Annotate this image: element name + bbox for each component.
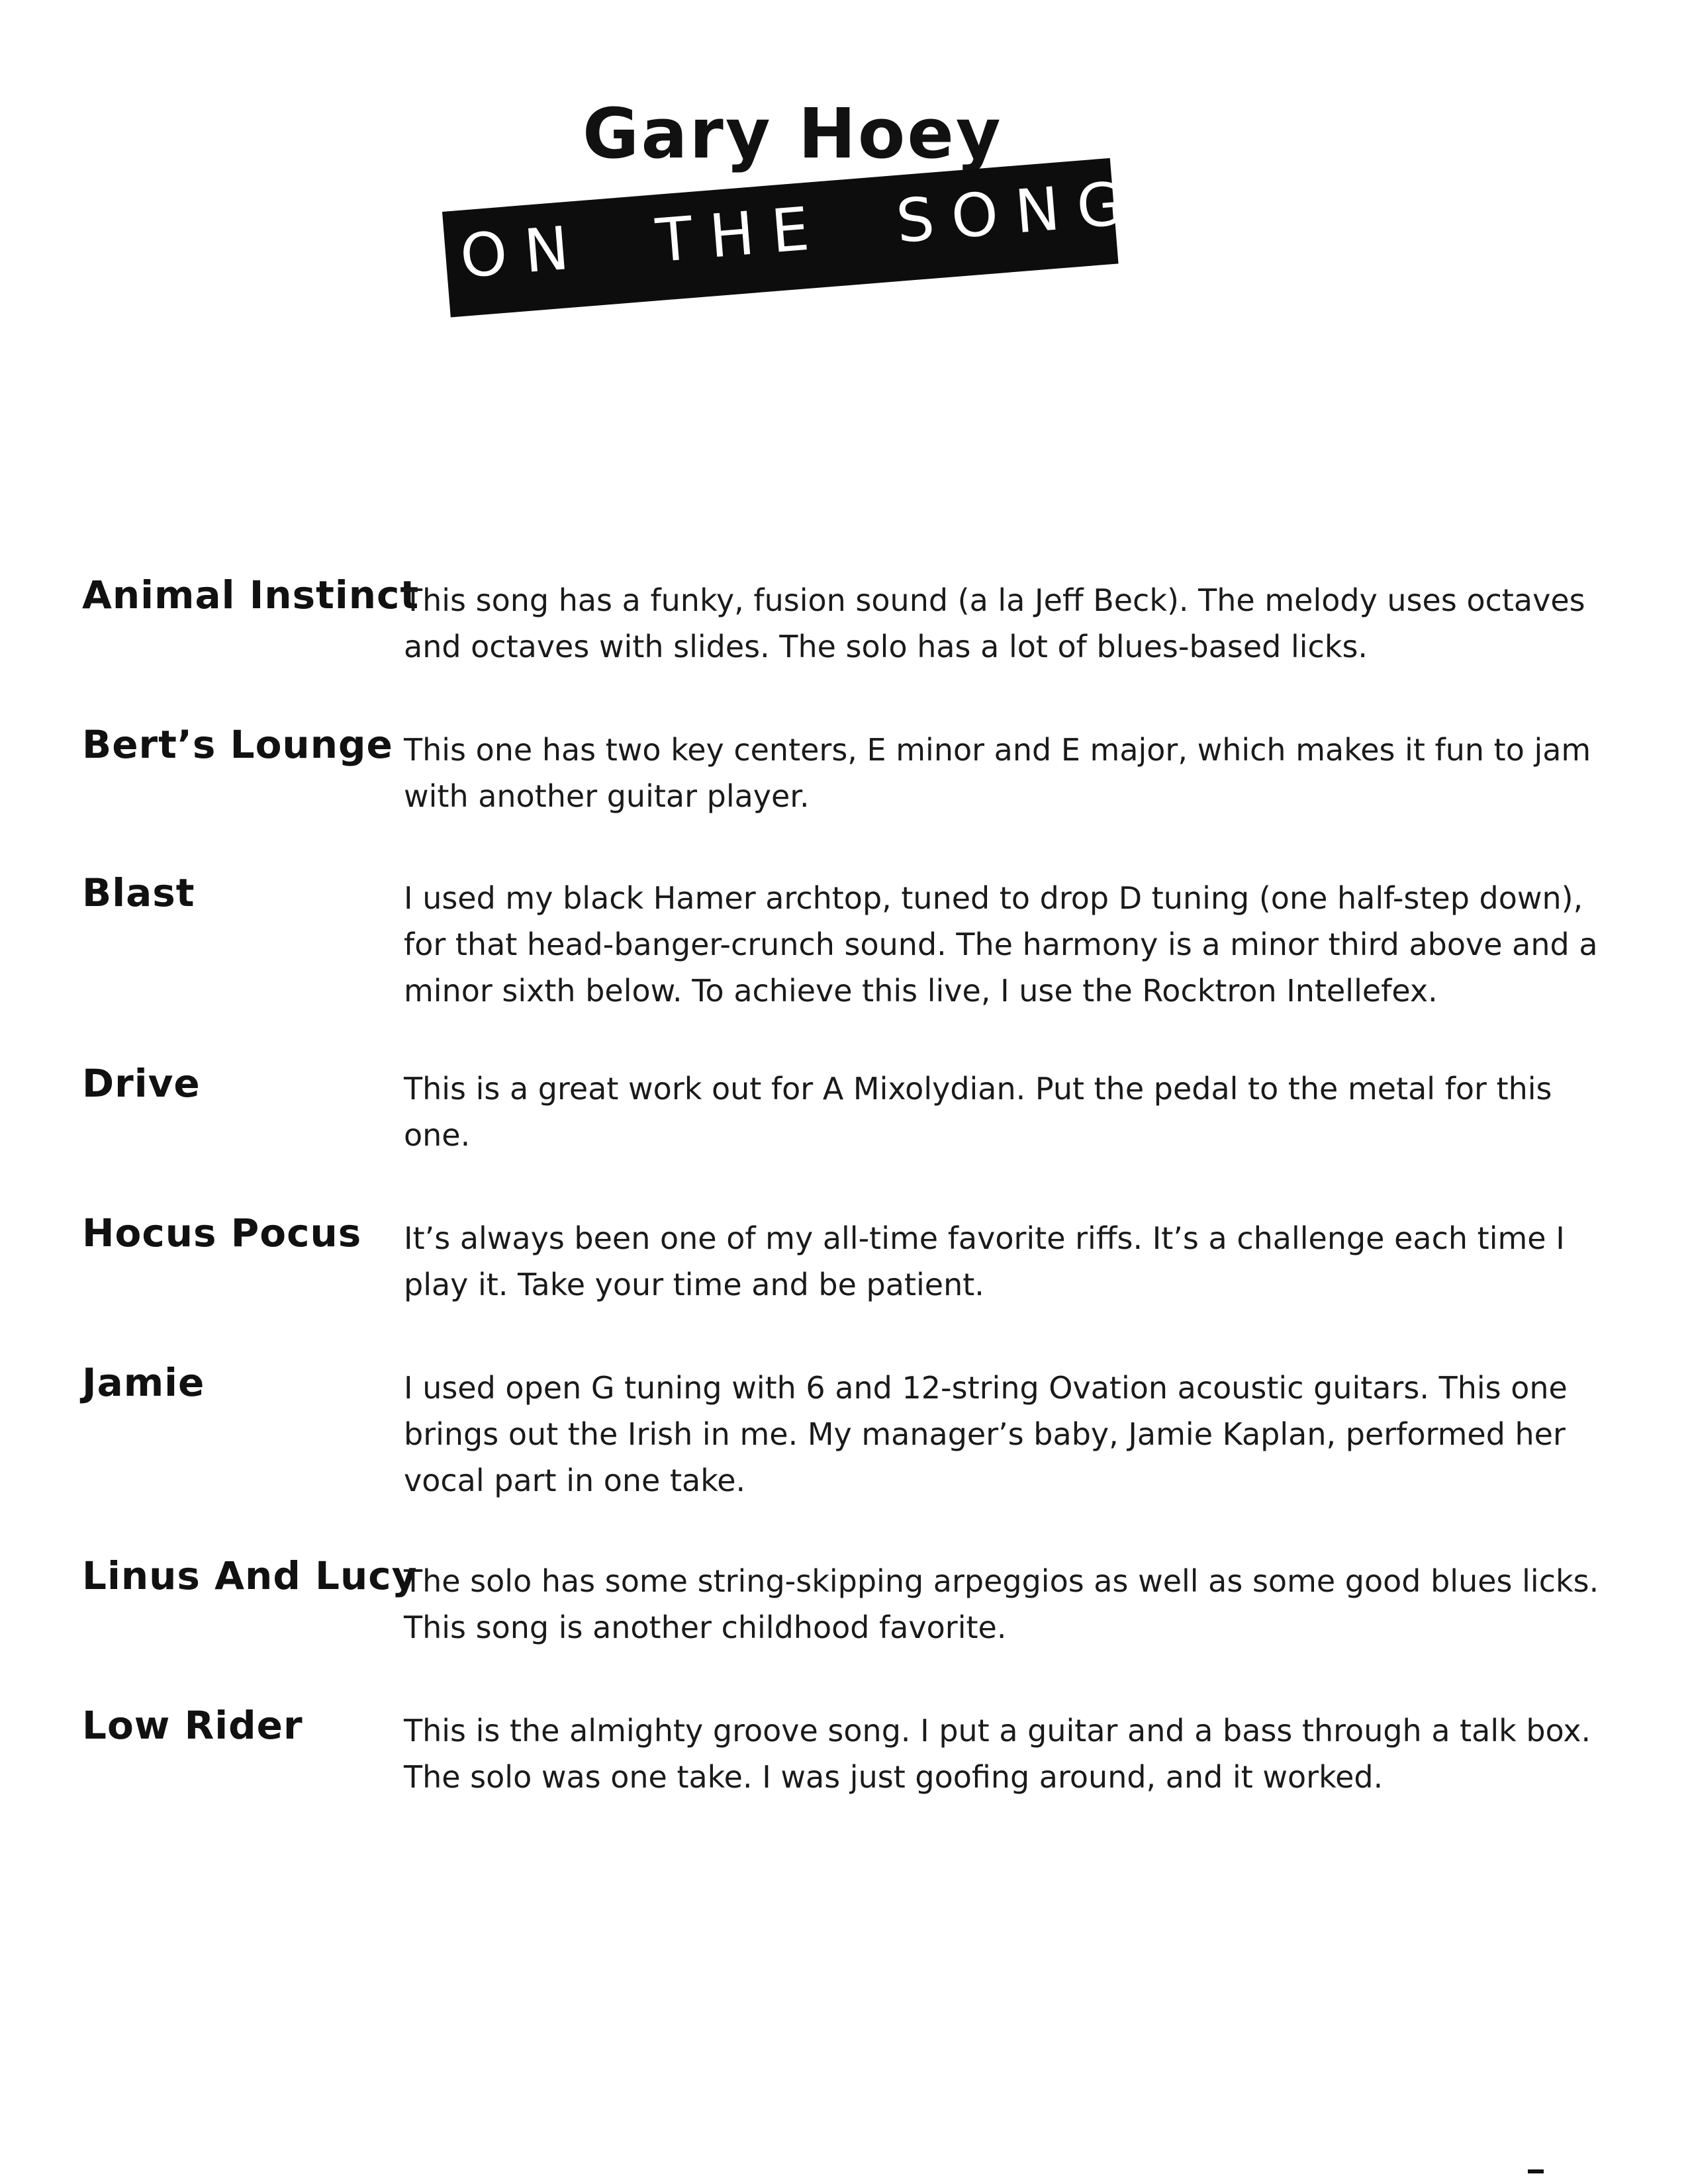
song-description: I used open G tuning with 6 and 12-string Ovation acoustic guitars. This one brings out the Irish in me. My manager’s baby, Jamie Kaplan, performed her vocal part in one take.: [404, 1370, 1568, 1498]
song-entry: [82, 722, 1591, 850]
song-entry: [82, 1553, 1599, 1681]
song-entry: [82, 1061, 1552, 1189]
song-title: Low Rider: [82, 1703, 303, 1748]
song-entry: [82, 870, 1598, 1009]
song-description: The solo has some string-skipping arpeggios as well as some good blues licks. This song is another childhood favorite.: [404, 1563, 1599, 1645]
song-title: Jamie: [82, 1360, 205, 1405]
song-entry: [82, 572, 1585, 700]
song-description: This is a great work out for A Mixolydian. Put the pedal to the metal for this one.: [404, 1071, 1552, 1153]
song-description: This one has two key centers, E minor and E major, which makes it fun to jam with another guitar player.: [404, 732, 1591, 814]
song-description: It’s always been one of my all-time favorite riffs. It’s a challenge each time I play it. Take your time and be patient.: [404, 1220, 1565, 1302]
song-title: Linus And Lucy: [82, 1553, 418, 1598]
song-description: This is the almighty groove song. I put a guitar and a bass through a talk box. The solo was one take. I was just goofing around, and it worked.: [404, 1713, 1591, 1795]
song-title: Blast: [82, 870, 195, 915]
song-title: Drive: [82, 1061, 201, 1106]
song-title: Bert’s Lounge: [82, 722, 393, 767]
song-entry: [82, 1210, 1565, 1338]
page-corner-mark: [1528, 2169, 1544, 2173]
song-title: Hocus Pocus: [82, 1210, 362, 1255]
page-title: Gary Hoey: [583, 93, 1003, 174]
song-description: I used my black Hamer archtop, tuned to drop D tuning (one half-step down), for that head-banger-crunch sound. The harmony is a minor third above and a minor sixth below. To achieve this live, I use the Rocktron Intellefex.: [404, 880, 1598, 1009]
song-title: Animal Instinct: [82, 572, 420, 617]
song-description: This song has a funky, fusion sound (a la Jeff Beck). The melody uses octaves and octaves with slides. The solo has a lot of blues-based licks.: [404, 582, 1585, 664]
song-entry: [82, 1360, 1568, 1498]
song-entry: [82, 1703, 1591, 1831]
banner-label: ON THE SONGS: [457, 163, 1198, 292]
